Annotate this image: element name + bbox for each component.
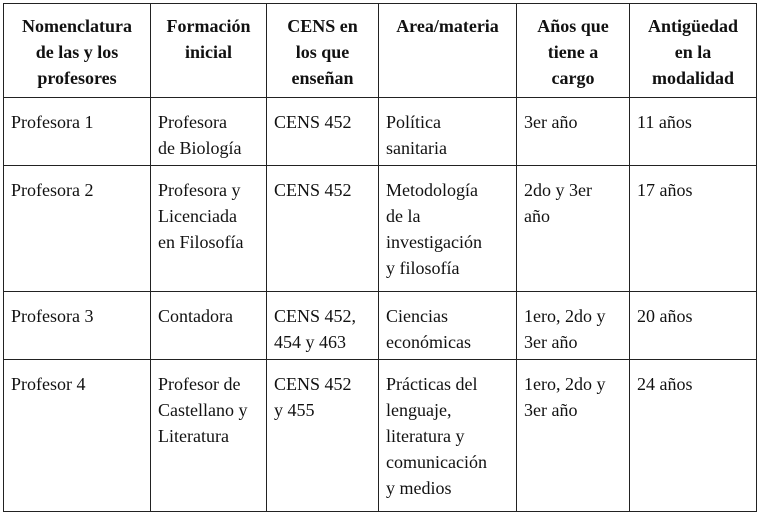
header-formacion-inicial (151, 4, 267, 98)
header-label: CENS en los que enseñan (287, 16, 358, 88)
header-label: Nomenclatura de las y los profesores (22, 16, 132, 88)
table-cell: 20 años (630, 292, 757, 360)
table-cell: Profesora 2 (4, 166, 151, 292)
table-cell: 3er año (517, 98, 630, 166)
table-cell: CENS 452 (267, 98, 379, 166)
header-row (4, 4, 757, 98)
table-cell: 1ero, 2do y 3er año (517, 360, 630, 512)
table-body (4, 98, 757, 512)
table-row (4, 98, 757, 166)
table-cell: Profesor 4 (4, 360, 151, 512)
table-cell: Profesora 1 (4, 98, 151, 166)
teachers-table (3, 3, 757, 512)
header-label: Formación inicial (166, 16, 251, 62)
header-nomenclatura (4, 4, 151, 98)
table-cell: Prácticas del lenguaje, literatura y comunicación y medios (379, 360, 517, 512)
table-header (4, 4, 757, 98)
table-cell: CENS 452 (267, 166, 379, 292)
table-cell: Metodología de la investigación y filosofía (379, 166, 517, 292)
table-cell: 2do y 3er año (517, 166, 630, 292)
table-cell: Profesor de Castellano y Literatura (151, 360, 267, 512)
table-row (4, 166, 757, 292)
table-cell: 1ero, 2do y 3er año (517, 292, 630, 360)
header-label: Años que tiene a cargo (537, 16, 609, 88)
header-antiguedad (630, 4, 757, 98)
table-cell: Política sanitaria (379, 98, 517, 166)
table-cell: Profesora de Biología (151, 98, 267, 166)
table-cell: 11 años (630, 98, 757, 166)
table-cell: CENS 452 y 455 (267, 360, 379, 512)
header-label: Antigüedad en la modalidad (647, 16, 739, 88)
header-area-materia (379, 4, 517, 98)
table-cell: CENS 452, 454 y 463 (267, 292, 379, 360)
table-row (4, 292, 757, 360)
table-row (4, 360, 757, 512)
table-cell: Contadora (151, 292, 267, 360)
table-cell: Profesora 3 (4, 292, 151, 360)
header-cens (267, 4, 379, 98)
table-cell: Ciencias económicas (379, 292, 517, 360)
table-cell: 24 años (630, 360, 757, 512)
header-label: Area/materia (396, 16, 499, 36)
table-cell: Profesora y Licenciada en Filosofía (151, 166, 267, 292)
table-cell: 17 años (630, 166, 757, 292)
teachers-table-container (3, 3, 757, 512)
header-anos-a-cargo (517, 4, 630, 98)
